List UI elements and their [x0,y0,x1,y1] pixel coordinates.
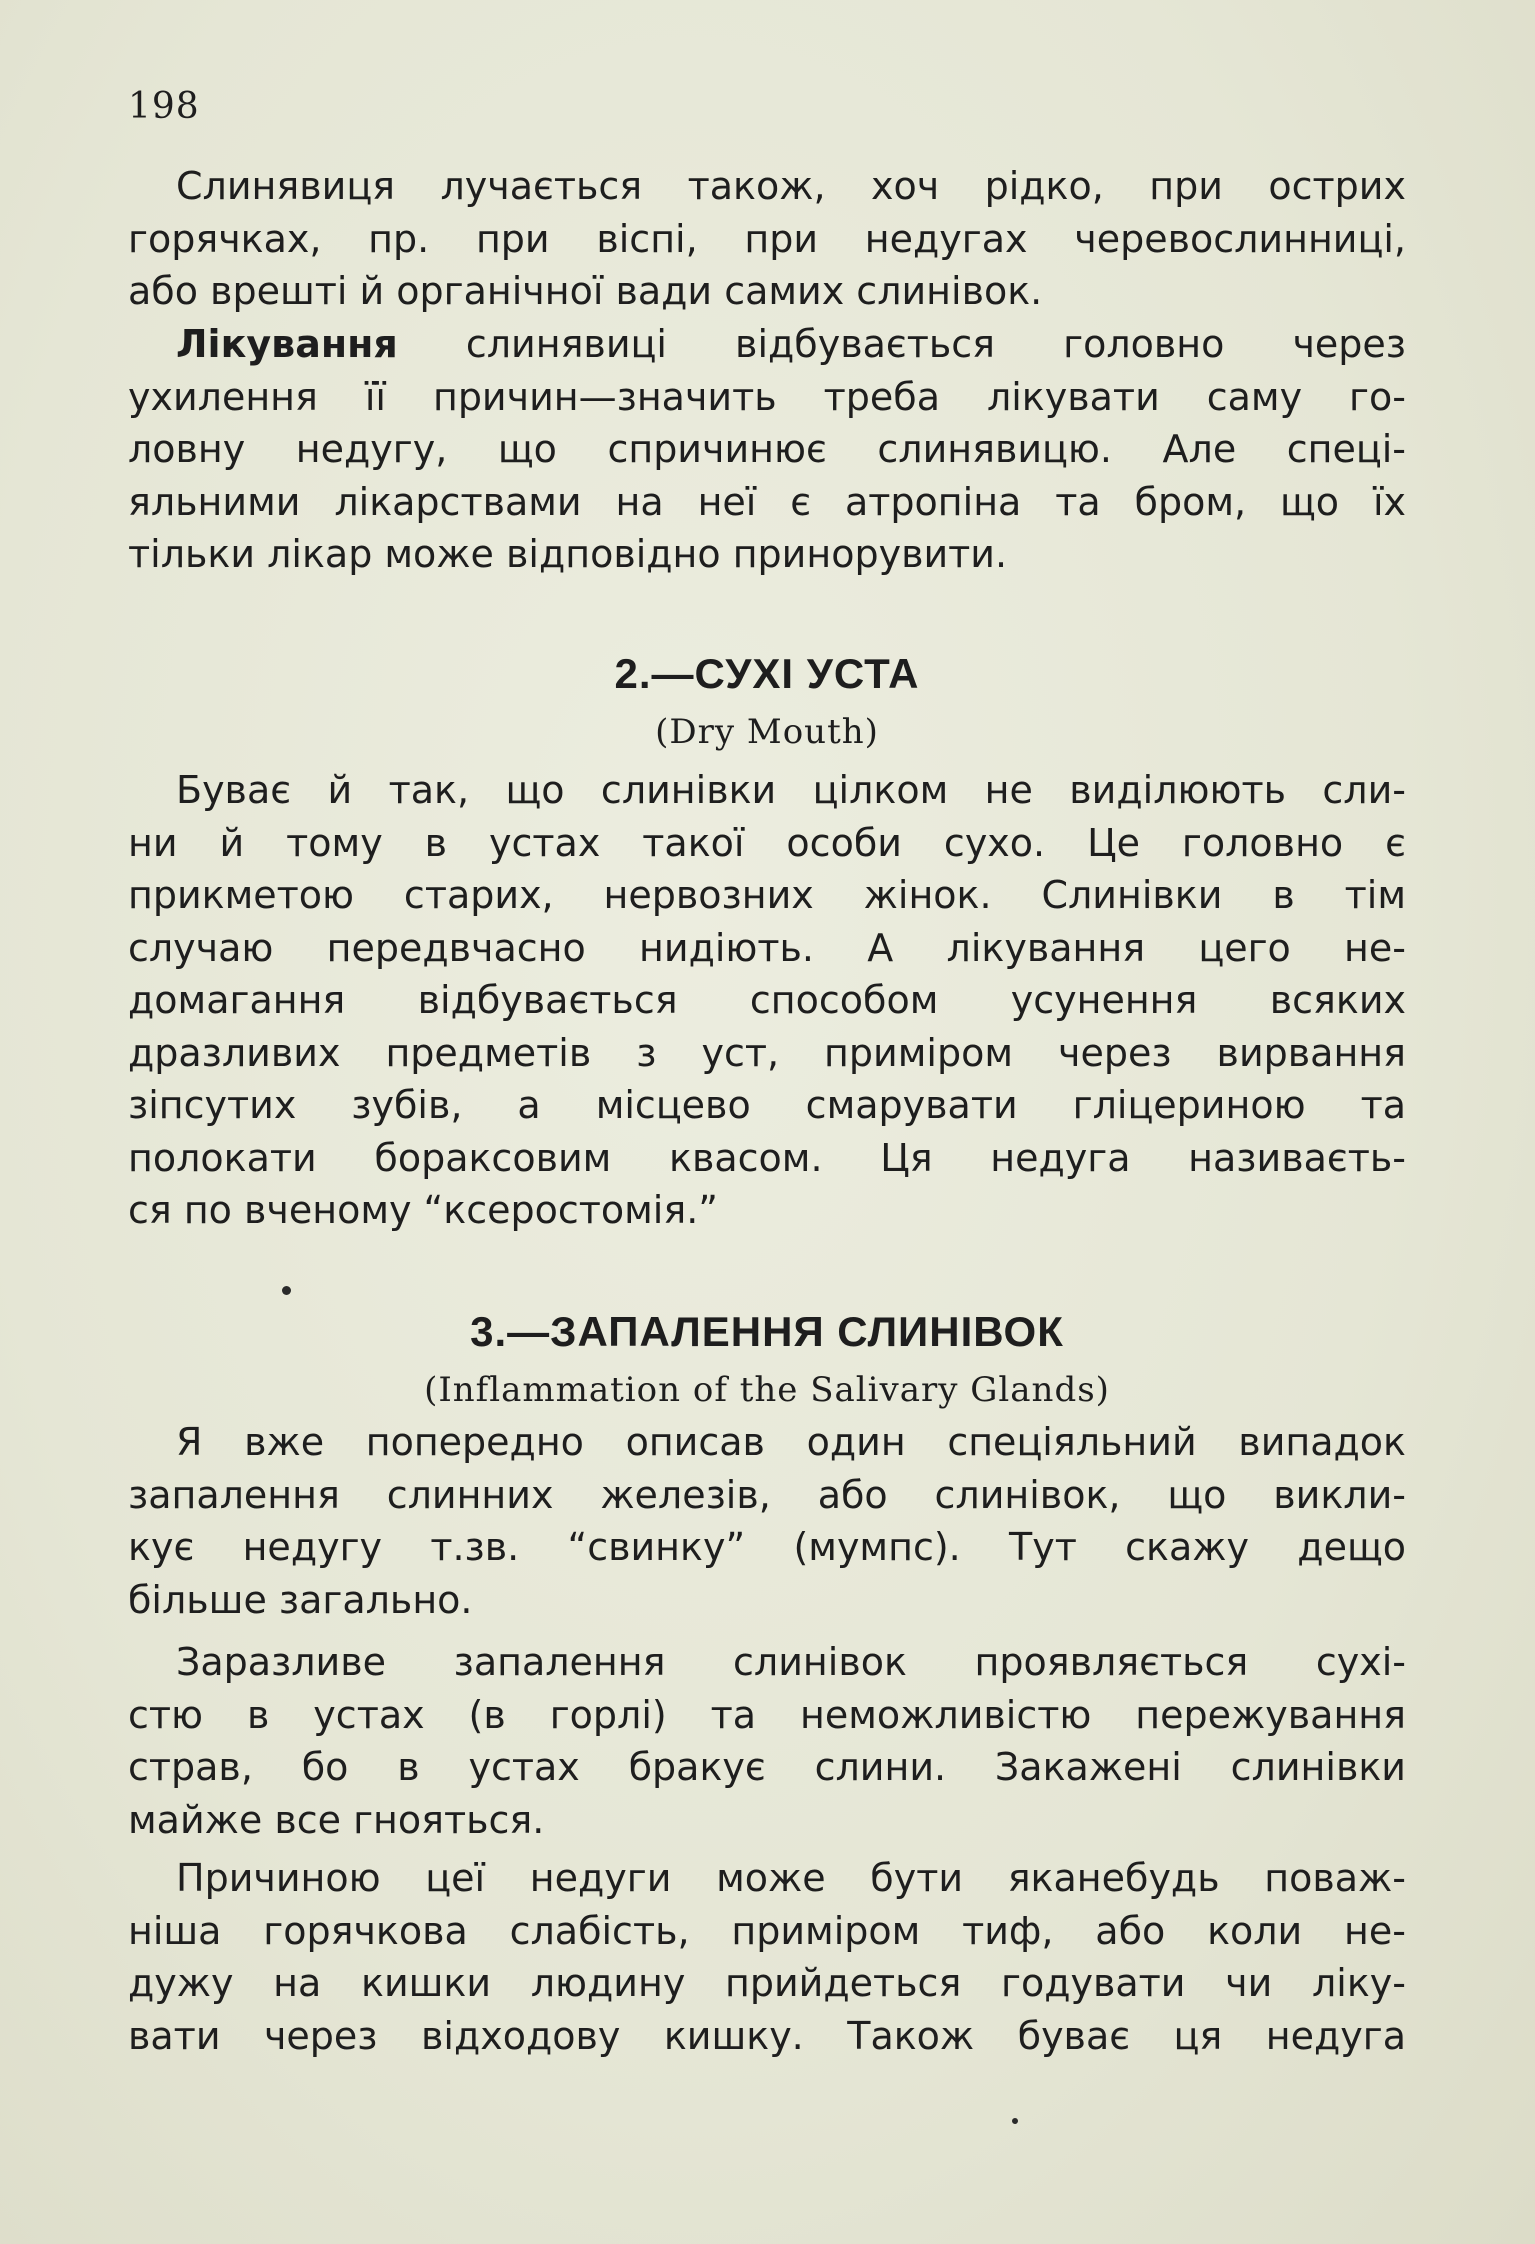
text-line: страв, бо в устах бракує слини. Закажені слинівки [128,1745,1406,1789]
treatment-lead-word: Лікування [176,322,398,366]
paragraph-intro [128,160,1406,318]
text-line: ся по вченому “ксеростомія.” [128,1188,718,1232]
text-line: горячках, пр. при віспі, при недугах черевослинниці, [128,216,1406,261]
text-line: більше загально. [128,1577,473,1622]
section-3-paragraph-3 [128,1852,1406,2062]
text-line: ухилення її причин—значить треба лікувати саму го- [128,374,1406,419]
section-3-paragraph-1 [128,1416,1406,1626]
text-line: дужу на кишки людину прийдеться годувати чи ліку- [128,1961,1406,2005]
section-3-subtitle: (Inflammation of the Salivary Glands) [424,1370,1110,1410]
section-2-body [128,764,1406,1237]
text-line: Заразливе запалення слинівок проявляється сухі- [176,1640,1406,1684]
text-line: домагання відбувається способом усунення всяких [128,978,1406,1022]
page-number: 198 [128,86,200,127]
text-line: запалення слинних железів, або слинівок, що викли- [128,1472,1406,1517]
text-line: прикметою старих, нервозних жінок. Слинівки в тім [128,873,1406,917]
text-line: зіпсутих зубів, а місцево смарувати гліцериною та [128,1083,1406,1127]
text-line [128,318,1406,371]
section-3-title: 3.—ЗАПАЛЕННЯ СЛИНІВОК [470,1308,1064,1355]
text-line: Слинявиця лучається також, хоч рідко, при острих [176,164,1406,208]
treatment-first-line-rest: слинявиці відбувається головно через [397,322,1406,366]
text-line: стю в устах (в горлі) та неможливістю пережування [128,1692,1406,1737]
text-line: тільки лікар може відповідно принорувити. [128,532,1008,576]
text-line: майже все гнояться. [128,1797,545,1842]
text-line: случаю передвчасно нидіють. А лікування цего не- [128,925,1406,970]
text-line: ни й тому в устах такої особи сухо. Це головно є [128,820,1406,865]
text-line: дразливих предметів з уст, приміром через вирвання [128,1030,1406,1075]
section-3-paragraph-2 [128,1636,1406,1846]
text-line: ловну недугу, що спричинює слинявицю. Але спеці- [128,427,1406,471]
section-2-title: 2.—СУХІ УСТА [614,650,920,697]
text-line: або врешті й органічної вади самих слинівок. [128,269,1043,313]
ink-speck [1012,2118,1018,2124]
text-line: яльними лікарствами на неї є атропіна та бром, що їх [128,479,1406,524]
text-line: полокати бораксовим квасом. Ця недуга називаєть- [128,1135,1406,1180]
text-line: вати через відходову кишку. Також буває ця недуга [128,2013,1406,2058]
text-line: кує недугу т.зв. “свинку” (мумпс). Тут скажу дещо [128,1525,1406,1569]
ink-speck [282,1286,291,1295]
text-line: Я вже попередно описав один спеціяльний випадок [176,1420,1406,1464]
paragraph-treatment [128,318,1406,581]
text-line: Буває й так, що слинівки цілком не виділюють сли- [176,768,1406,812]
text-line: ніша горячкова слабість, приміром тиф, або коли не- [128,1908,1406,1953]
text-line: Причиною цеї недуги може бути яканебудь поваж- [176,1856,1406,1900]
section-2-subtitle: (Dry Mouth) [655,712,879,752]
